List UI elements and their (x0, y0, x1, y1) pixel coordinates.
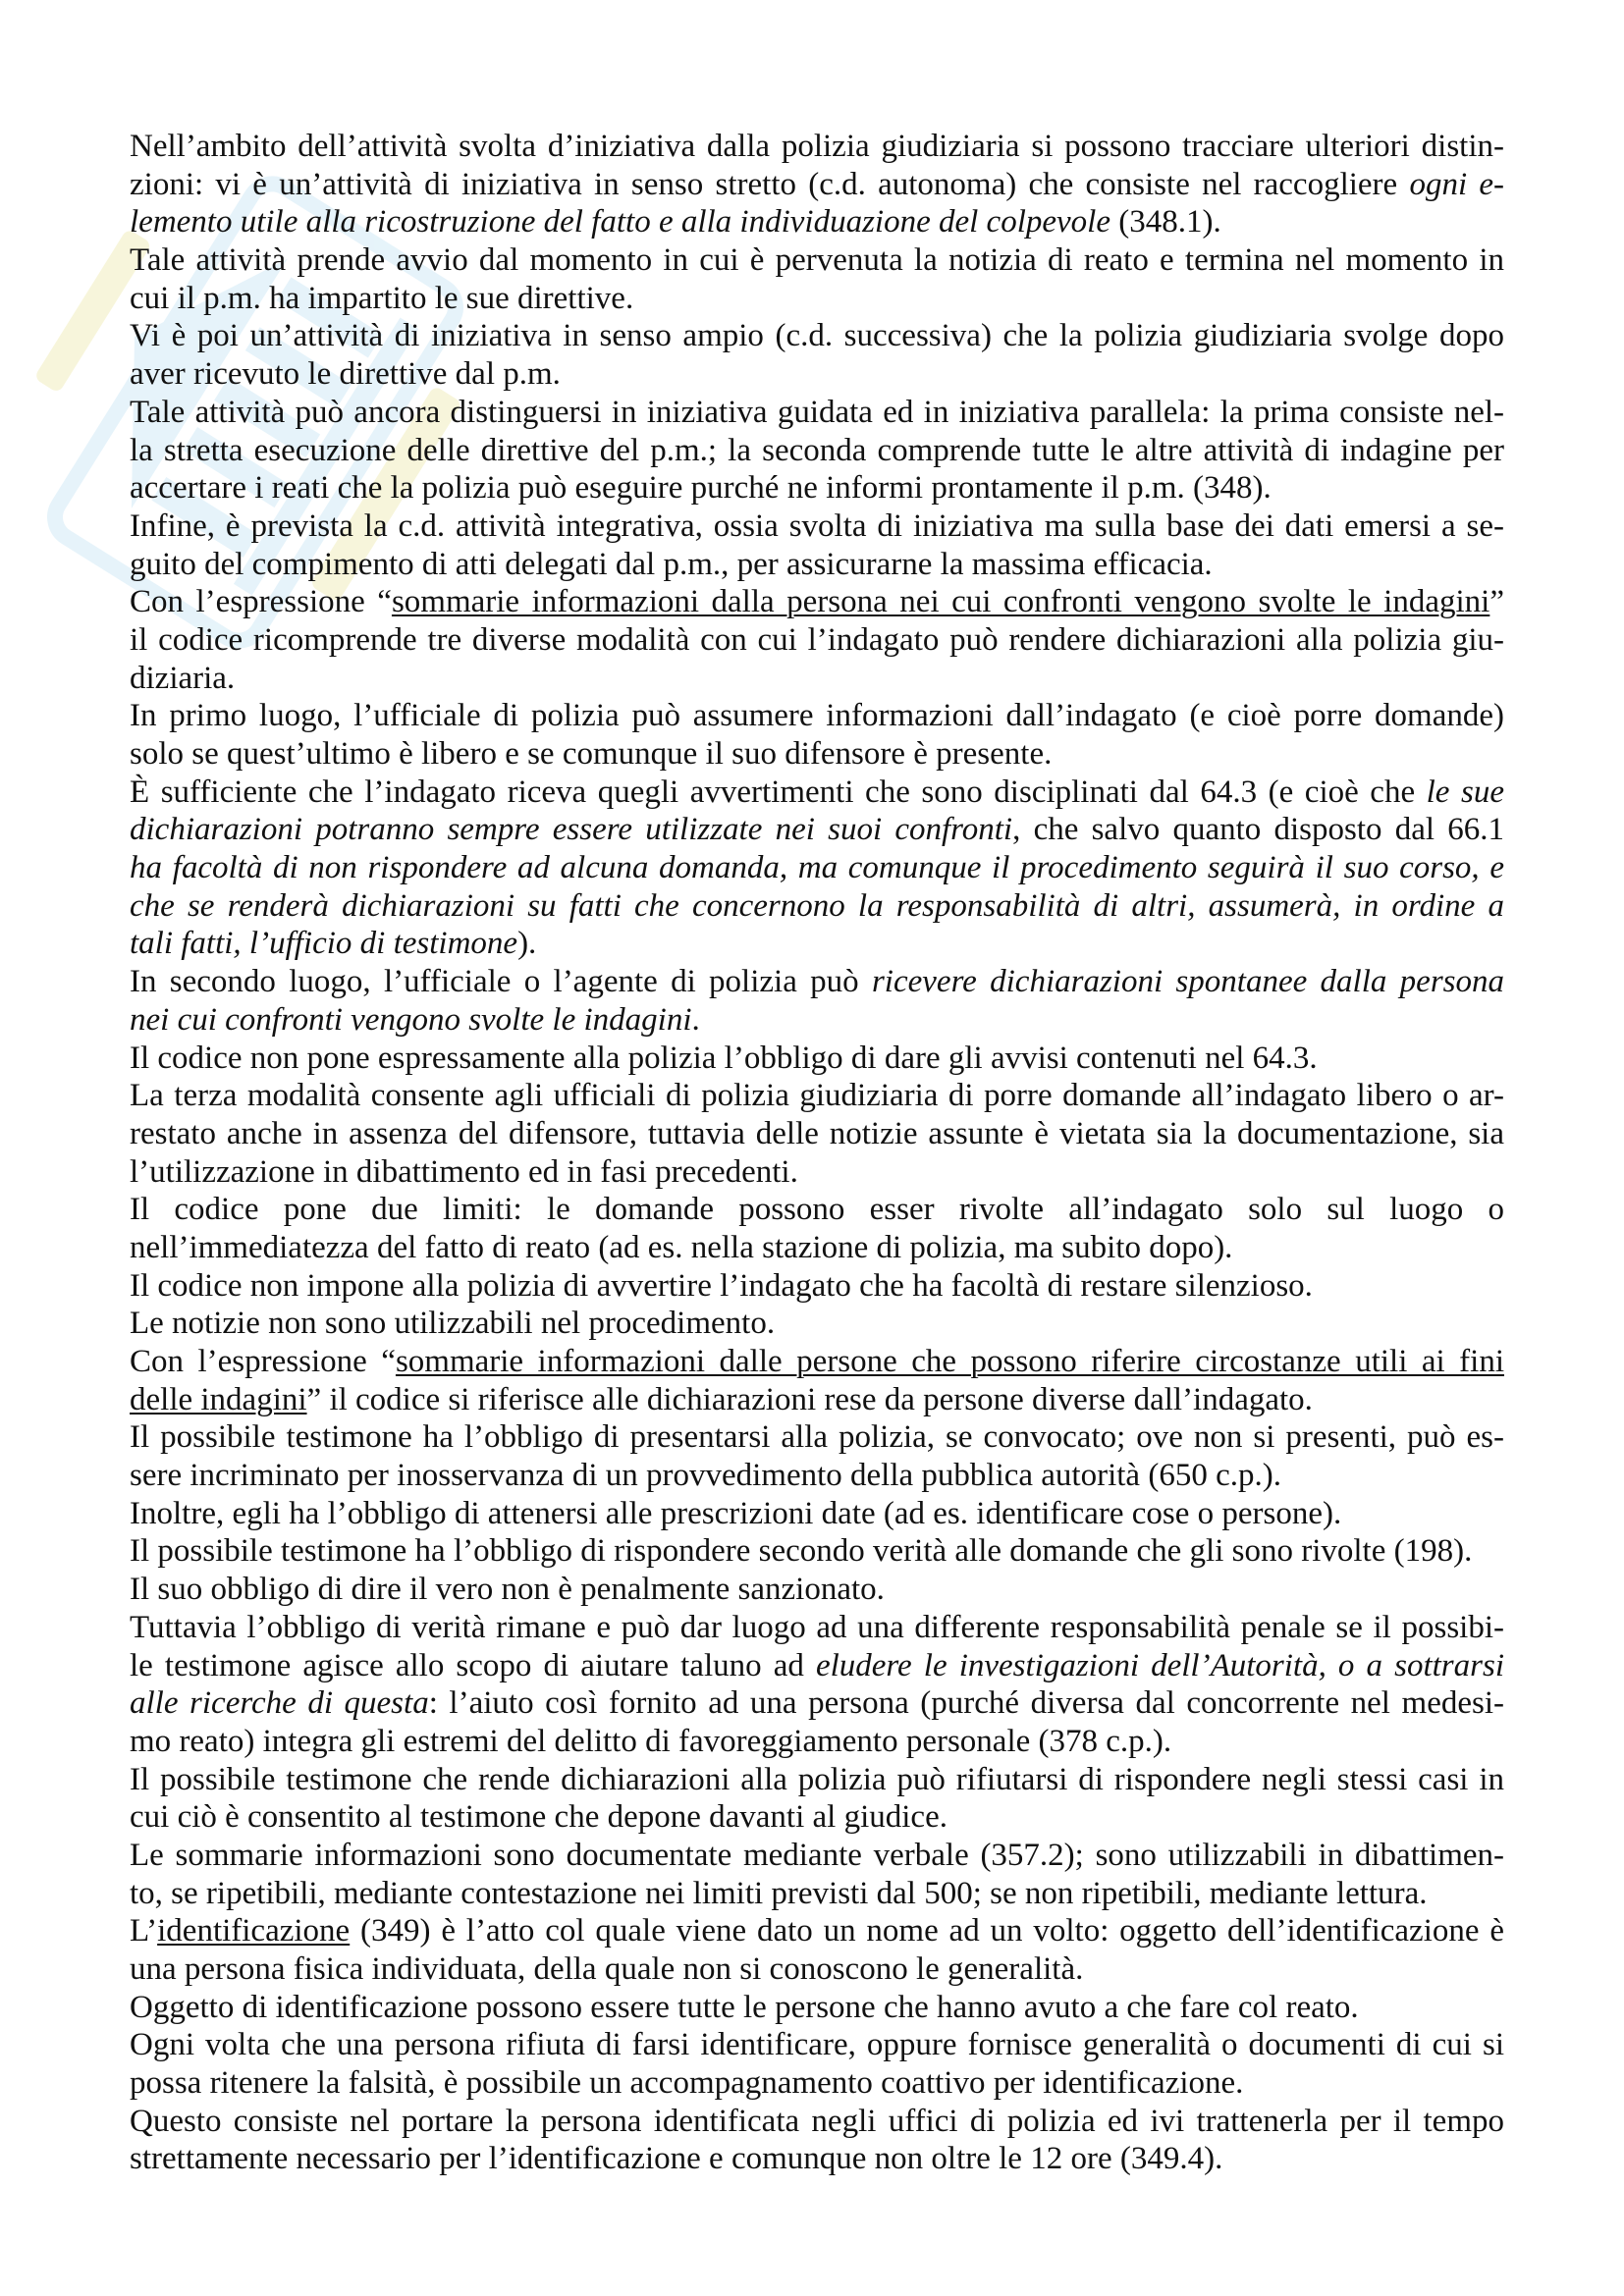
italic-text: ha facoltà di non rispondere ad alcuna domanda, ma comunque il procedimento seguirà il suo corso, e (130, 850, 1504, 886)
text-run: Vi è poi un’attività di iniziativa in senso ampio (c.d. successiva) che la polizia giudiziaria svolge dopo (130, 318, 1504, 354)
italic-text: ricevere dichiarazioni spontanee dalla persona (871, 964, 1504, 1000)
text-line (130, 963, 1504, 1001)
text-line (130, 1153, 1504, 1192)
text-line (130, 1191, 1504, 1229)
text-line (130, 241, 1504, 280)
text-line (130, 1875, 1504, 1913)
italic-text: ogni e- (1409, 166, 1504, 202)
text-line (130, 1609, 1504, 1647)
paragraph (130, 1305, 1504, 1343)
text-line (130, 1571, 1504, 1609)
text-line (130, 583, 1504, 621)
text-line (130, 621, 1504, 660)
text-line (130, 280, 1504, 318)
text-run: mo reato) integra gli estremi del delitto di favoreggiamento personale (378 c.p.). (130, 1723, 1172, 1759)
text-run: Le sommarie informazioni sono documentate mediante verbale (357.2); sono utilizzabili in dibattimen- (130, 1837, 1504, 1873)
text-run: ). (517, 926, 537, 962)
paragraph (130, 317, 1504, 393)
paragraph (130, 1912, 1504, 1988)
text-run: Tuttavia l’obbligo di verità rimane e può dar luogo ad una differente responsabilità penale se il possibi- (130, 1609, 1504, 1645)
text-line (130, 1381, 1504, 1419)
text-run: . (691, 1001, 700, 1038)
paragraph (130, 241, 1504, 317)
italic-text: eludere le investigazioni dell’Autorità, o a sottrarsi (815, 1647, 1504, 1683)
paragraph (130, 963, 1504, 1039)
text-run: zioni: vi è un’attività di iniziativa in senso stretto (c.d. autonoma) che consiste nel raccogliere (130, 166, 1410, 202)
text-line (130, 2026, 1504, 2064)
paragraph (130, 1989, 1504, 2027)
text-run: nell’immediatezza del fatto di reato (ad es. nella stazione di polizia, ma subito dopo). (130, 1229, 1233, 1265)
italic-text: che se renderà dichiarazioni su fatti che concernono la responsabilità di altri, assumerà, in ordine a (130, 887, 1504, 924)
text-line (130, 1761, 1504, 1799)
text-run: la stretta esecuzione delle direttive del p.m.; la seconda comprende tutte le altre attività di indagine per (130, 432, 1504, 468)
paragraph (130, 1343, 1504, 1418)
text-run: Infine, è prevista la c.d. attività integrativa, ossia svolta di iniziativa ma sulla base dei dati emersi a se- (130, 507, 1504, 544)
text-line (130, 317, 1504, 355)
text-line (130, 546, 1504, 584)
italic-text: dichiarazioni potranno sempre essere utilizzate nei suoi confronti (130, 812, 1013, 848)
text-line (130, 735, 1504, 774)
text-line (130, 2064, 1504, 2103)
text-line (130, 849, 1504, 887)
paragraph (130, 1495, 1504, 1533)
text-run: cui il p.m. ha impartito le sue direttive. (130, 280, 634, 316)
text-run: sere incriminato per inosservanza di un provvedimento della pubblica autorità (650 c.p.). (130, 1458, 1281, 1494)
paragraph (130, 2103, 1504, 2178)
text-run: , che salvo quanto disposto dal 66.1 (1012, 812, 1504, 848)
text-run: possa ritenere la falsità, è possibile un accompagnamento coattivo per identificazione. (130, 2065, 1244, 2102)
text-run: In secondo luogo, l’ufficiale o l’agente di polizia può (130, 964, 872, 1000)
text-run: strettamente necessario per l’identificazione e comunque non oltre le 12 ore (349.4). (130, 2141, 1223, 2177)
text-line (130, 697, 1504, 735)
text-line (130, 166, 1504, 204)
text-run: il codice ricomprende tre diverse modalità con cui l’indagato può rendere dichiarazioni alla polizia giu- (130, 621, 1504, 658)
italic-text: alle ricerche di questa (130, 1685, 429, 1722)
text-run: Questo consiste nel portare la persona identificata negli uffici di polizia ed ivi trattenerla per il tempo (130, 2103, 1504, 2139)
text-run: diziaria. (130, 660, 236, 696)
text-run: Ogni volta che una persona rifiuta di farsi identificare, oppure fornisce generalità o documenti di cui si (130, 2027, 1504, 2063)
italic-text: nei cui confronti vengono svolte le indagini (130, 1001, 692, 1038)
text-run: (349) è l’atto col quale viene dato un nome ad un volto: oggetto dell’identificazione è (350, 1913, 1504, 1949)
text-run: L’ (130, 1913, 158, 1949)
text-run: una persona fisica individuata, della quale non si conoscono le generalità. (130, 1951, 1084, 1987)
text-run: Il possibile testimone che rende dichiarazioni alla polizia può rifiutarsi di rispondere negli stessi casi in (130, 1761, 1504, 1797)
text-line (130, 1040, 1504, 1078)
text-line (130, 1532, 1504, 1571)
text-line (130, 1115, 1504, 1153)
text-run: ” (1489, 584, 1504, 620)
text-run: Le notizie non sono utilizzabili nel procedimento. (130, 1306, 776, 1342)
text-run: : l’aiuto così fornito ad una persona (purché diversa dal concorrente nel medesi- (428, 1685, 1504, 1722)
text-line (130, 887, 1504, 926)
italic-text: le sue (1426, 774, 1504, 810)
paragraph (130, 1267, 1504, 1306)
text-line (130, 811, 1504, 849)
text-line (130, 2103, 1504, 2141)
text-run: Con l’espressione “ (130, 1344, 396, 1379)
italic-text: tali fatti, l’ufficio di testimone (130, 926, 518, 962)
text-run: Il possibile testimone ha l’obbligo di rispondere secondo verità alle domande che gli sono rivolte (198). (130, 1533, 1473, 1570)
paragraph (130, 1837, 1504, 1912)
text-line (130, 925, 1504, 963)
text-run: Il codice non pone espressamente alla polizia l’obbligo di dare gli avvisi contenuti nel 64.3. (130, 1040, 1318, 1076)
text-run: È sufficiente che l’indagato riceva quegli avvertimenti che sono disciplinati dal 64.3 (e cioè che (130, 774, 1427, 810)
text-run: Il possibile testimone ha l’obbligo di presentarsi alla polizia, se convocato; ove non si presenti, può es- (130, 1419, 1504, 1456)
text-line (130, 355, 1504, 394)
paragraph (130, 1761, 1504, 1837)
text-line (130, 1798, 1504, 1837)
underlined-text: delle indagini (130, 1381, 307, 1417)
text-run: In primo luogo, l’ufficiale di polizia può assumere informazioni dall’indagato (e cioè porre domande) (130, 698, 1504, 734)
text-run: guito del compimento di atti delegati dal p.m., per assicurarne la massima efficacia. (130, 546, 1213, 582)
text-line (130, 1457, 1504, 1495)
paragraph (130, 1532, 1504, 1571)
text-line (130, 1418, 1504, 1457)
text-run: ” il codice si riferisce alle dichiarazioni rese da persone diverse dall’indagato. (306, 1381, 1313, 1417)
text-run: La terza modalità consente agli ufficiali di polizia giudiziaria di porre domande all’indagato libero o ar- (130, 1078, 1504, 1114)
text-run: accertare i reati che la polizia può eseguire purché ne informi prontamente il p.m. (348). (130, 470, 1272, 507)
text-line (130, 1989, 1504, 2027)
text-line (130, 1267, 1504, 1306)
text-line (130, 2140, 1504, 2178)
text-run: le testimone agisce allo scopo di aiutare taluno ad (130, 1647, 816, 1683)
text-run: Il suo obbligo di dire il vero non è penalmente sanzionato. (130, 1572, 885, 1608)
paragraph (130, 128, 1504, 241)
text-run: Con l’espressione “ (130, 584, 392, 620)
text-line (130, 1343, 1504, 1381)
text-line (130, 1950, 1504, 1989)
text-line (130, 774, 1504, 812)
text-line (130, 469, 1504, 507)
text-run: cui ciò è consentito al testimone che depone davanti al giudice. (130, 1799, 947, 1836)
paragraph (130, 2026, 1504, 2102)
text-line (130, 660, 1504, 698)
text-line (130, 1001, 1504, 1040)
text-run: Il codice non impone alla polizia di avvertire l’indagato che ha facoltà di restare silenzioso. (130, 1267, 1313, 1304)
text-line (130, 1495, 1504, 1533)
underlined-text: sommarie informazioni dalla persona nei cui confronti vengono svolte le indagini (391, 584, 1490, 620)
text-run: to, se ripetibili, mediante contestazione nei limiti previsti dal 500; se non ripetibili, mediante lettura. (130, 1875, 1428, 1911)
text-run: Il codice pone due limiti: le domande possono esser rivolte all’indagato solo sul luogo o (130, 1192, 1504, 1228)
paragraph (130, 507, 1504, 583)
text-run: solo se quest’ultimo è libero e se comunque il suo difensore è presente. (130, 736, 1053, 772)
text-run: Tale attività può ancora distinguersi in iniziativa guidata ed in iniziativa parallela: la prima consiste nel- (130, 394, 1504, 430)
text-run: restato anche in assenza del difensore, tuttavia delle notizie assunte è vietata sia la documentazione, sia (130, 1115, 1504, 1151)
paragraph (130, 394, 1504, 507)
italic-text: lemento utile alla ricostruzione del fatto e alla individuazione del colpevole (130, 204, 1110, 240)
underlined-text: identificazione (157, 1913, 351, 1949)
paragraph (130, 583, 1504, 697)
text-line (130, 432, 1504, 470)
paragraph (130, 774, 1504, 963)
text-run: Nell’ambito dell’attività svolta d’iniziativa dalla polizia giudiziaria si possono tracciare ulteriori distin- (130, 129, 1504, 164)
document-body (130, 128, 1504, 2178)
text-run: aver ricevuto le direttive dal p.m. (130, 356, 561, 393)
text-line (130, 1305, 1504, 1343)
text-run: Inoltre, egli ha l’obbligo di attenersi alle prescrizioni date (ad es. identificare cose o persone). (130, 1495, 1342, 1531)
paragraph (130, 1609, 1504, 1761)
text-run: (348.1). (1110, 204, 1221, 240)
paragraph (130, 697, 1504, 773)
text-line (130, 1077, 1504, 1115)
text-line (130, 507, 1504, 546)
text-line (130, 128, 1504, 166)
text-line (130, 1647, 1504, 1685)
text-line (130, 394, 1504, 432)
text-line (130, 1723, 1504, 1761)
text-line (130, 1684, 1504, 1723)
text-line (130, 1837, 1504, 1875)
paragraph (130, 1040, 1504, 1078)
text-run: l’utilizzazione in dibattimento ed in fasi precedenti. (130, 1153, 798, 1190)
text-run: Oggetto di identificazione possono essere tutte le persone che hanno avuto a che fare col reato. (130, 1989, 1359, 2025)
paragraph (130, 1191, 1504, 1266)
text-line (130, 203, 1504, 241)
text-run: Tale attività prende avvio dal momento in cui è pervenuta la notizia di reato e termina nel momento in (130, 242, 1504, 279)
underlined-text: sommarie informazioni dalle persone che possono riferire circostanze utili ai fini (395, 1344, 1504, 1379)
text-line (130, 1912, 1504, 1950)
text-line (130, 1229, 1504, 1267)
paragraph (130, 1418, 1504, 1494)
paragraph (130, 1077, 1504, 1191)
paragraph (130, 1571, 1504, 1609)
